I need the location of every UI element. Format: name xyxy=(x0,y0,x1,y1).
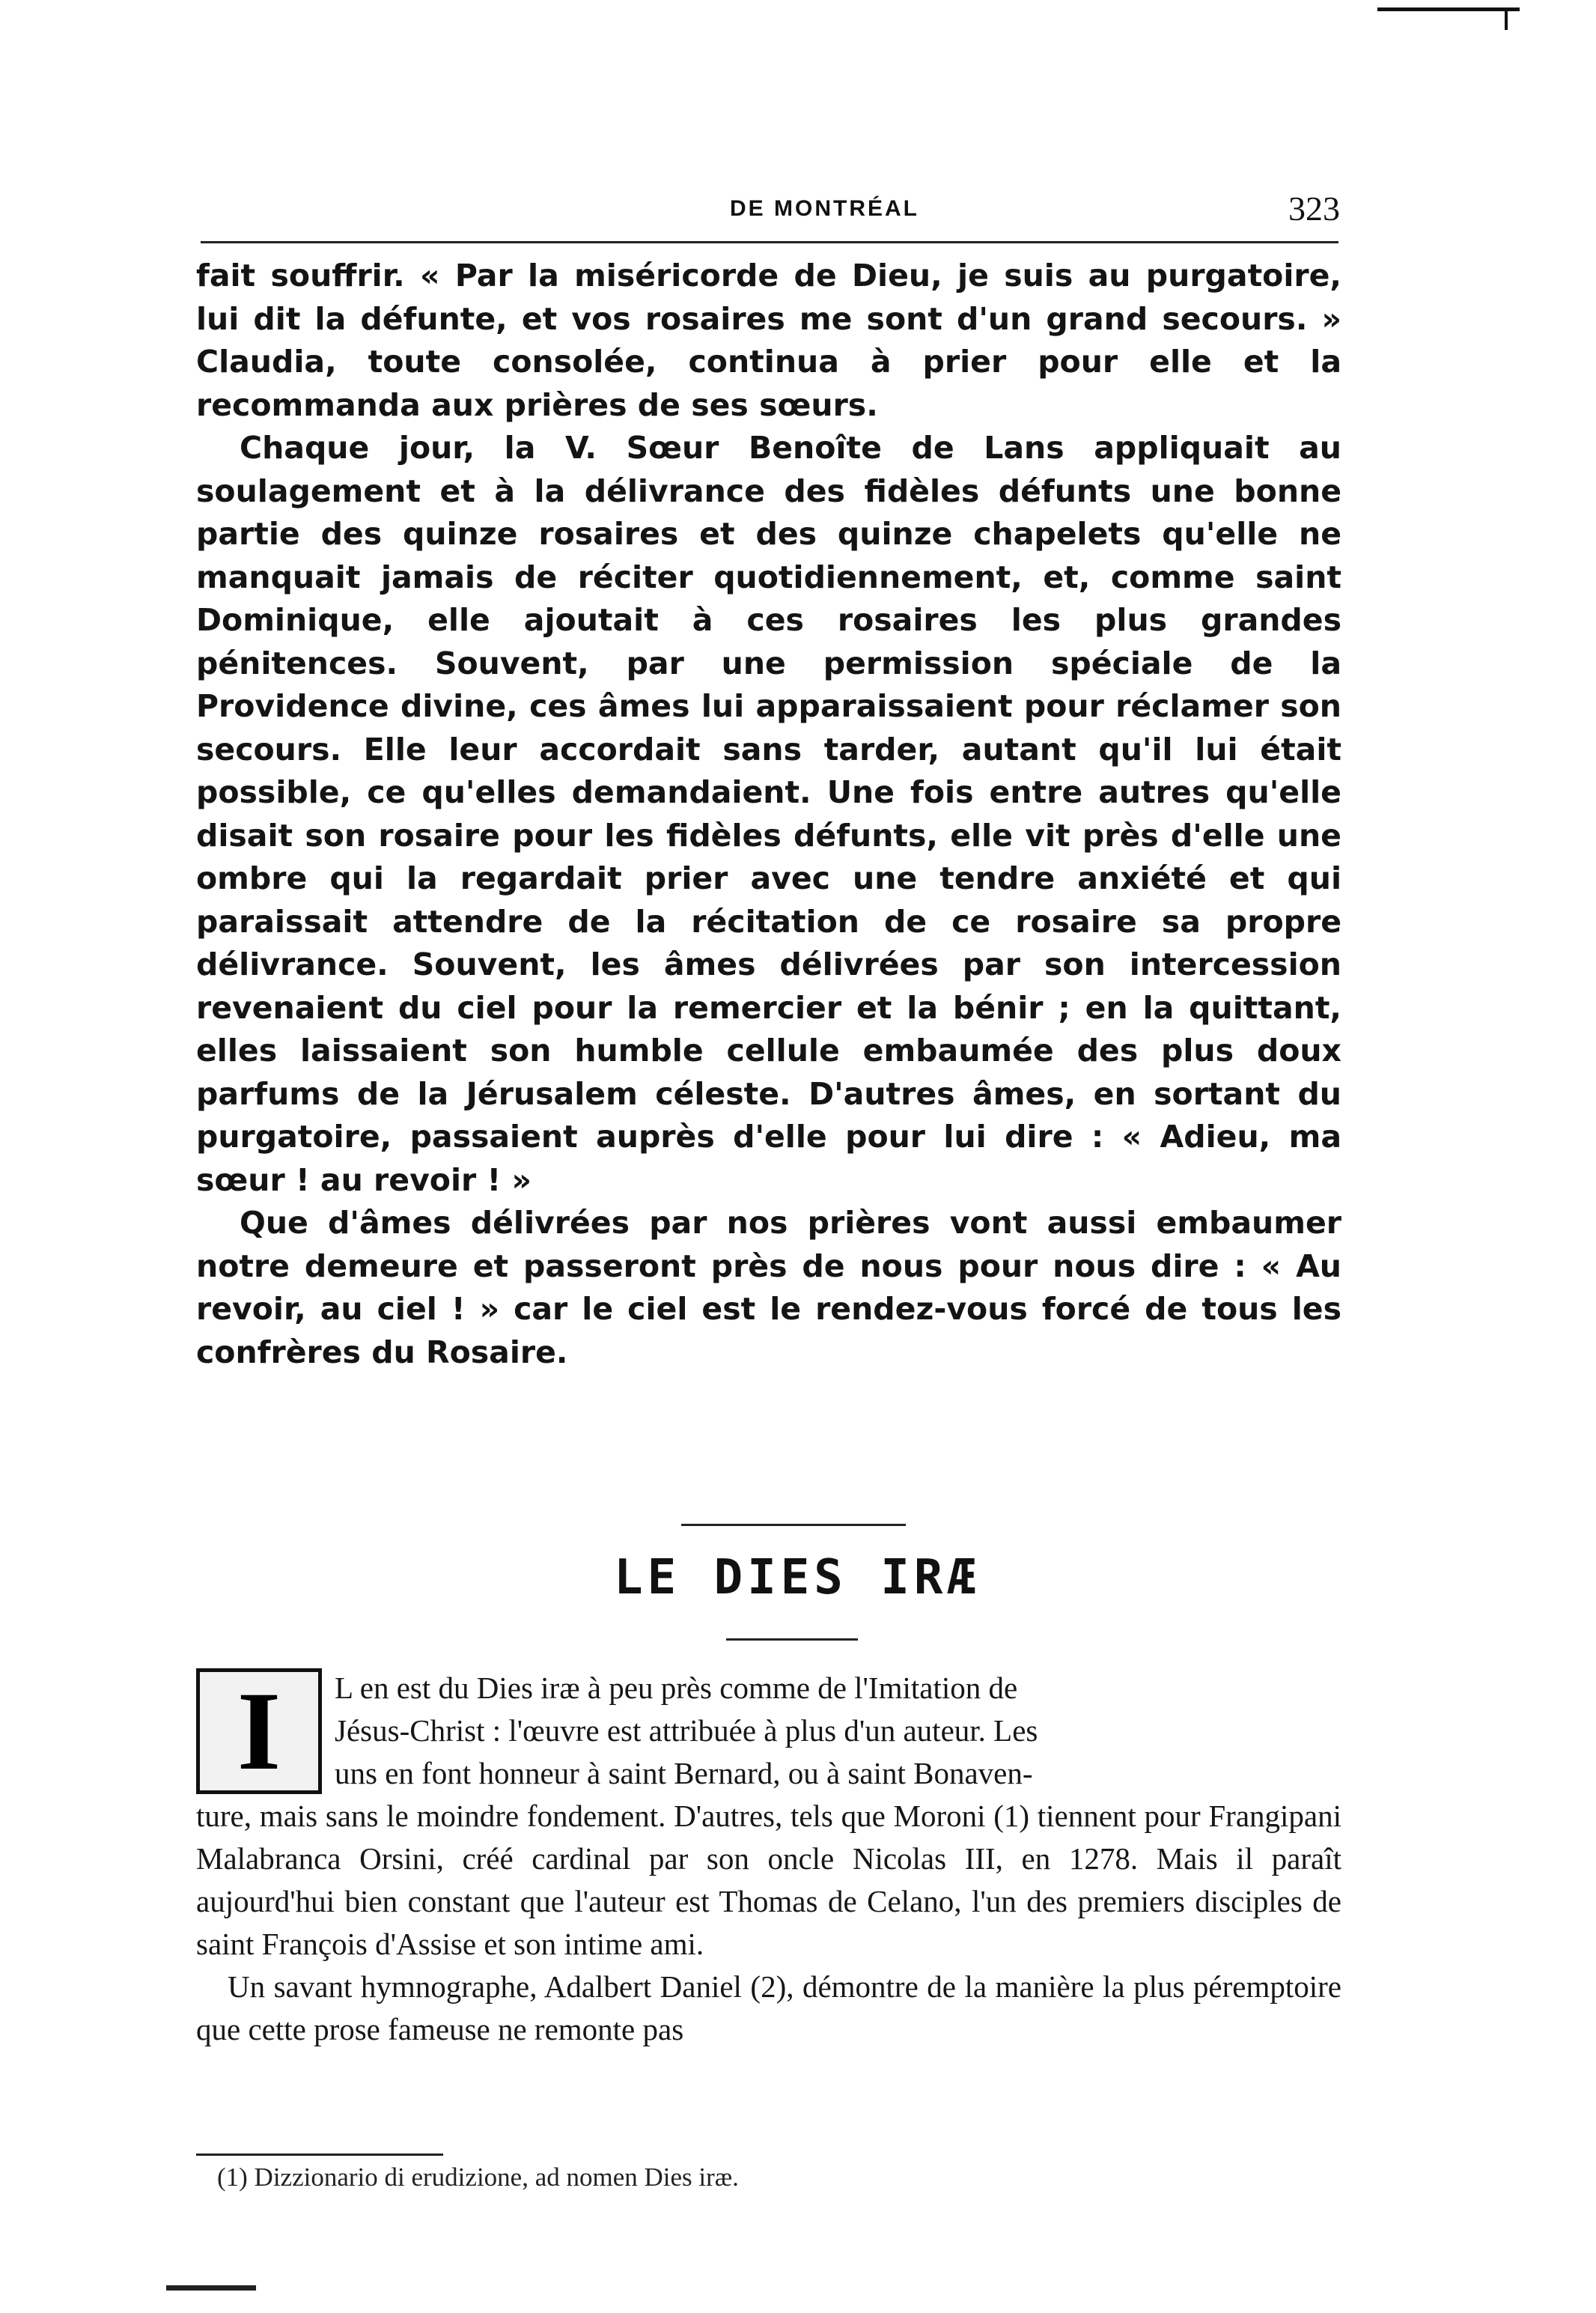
section-text xyxy=(196,1667,1341,2051)
dropcap-line: uns en font honneur à saint Bernard, ou à saint Bonaven- xyxy=(335,1756,1033,1790)
header-rule xyxy=(201,241,1338,243)
page-number: 323 xyxy=(1288,189,1340,228)
section-title-rule xyxy=(726,1638,858,1641)
section-title: LE DIES IRÆ xyxy=(614,1550,981,1605)
footnote-rule xyxy=(196,2154,443,2156)
main-text xyxy=(196,255,1341,1374)
paragraph: Un savant hymnographe, Adalbert Daniel (2), démontre de la manière la plus péremptoire que cette prose fameuse ne remonte pas xyxy=(196,1969,1341,2046)
top-edge-tick xyxy=(1505,7,1508,30)
footnote: (1) Dizzionario di erudizione, ad nomen Dies iræ. xyxy=(217,2162,739,2192)
running-head-title: DE MONTRÉAL xyxy=(730,196,919,221)
paragraph: Chaque jour, la V. Sœur Benoîte de Lans appliquait au soulagement et à la délivrance des fidèles défunts une bonne partie des quinze rosaires et des quinze chapelets qu'elle ne manquait jamais de réciter quotidiennement, et, comme saint Dominique, elle ajoutait à ces rosaires les plus grandes pénitences. Souvent, par une permission spéciale de la Providence divine, ces âmes lui apparaissaient pour réclamer son secours. Elle leur accordait sans tarder, autant qu'il lui était possible, ce qu'elles demandaient. Une fois entre autres qu'elle disait son rosaire pour les fidèles défunts, elle vit près d'elle une ombre qui la regardait prier avec une tendre anxiété et qui paraissait attendre de la récitation de ce rosaire sa propre délivrance. Souvent, les âmes délivrées par son intercession revenaient du ciel pour la remercier et la bénir ; en la quittant, elles laissaient son humble cellule embaumée des plus doux parfums de la Jérusalem céleste. D'autres âmes, en sortant du purgatoire, passaient auprès d'elle pour lui dire : « Adieu, ma sœur ! au revoir ! » xyxy=(196,430,1341,1198)
dropcap-line: L en est du Dies iræ à peu près comme de l'Imitation de xyxy=(335,1671,1018,1705)
bottom-edge-mark xyxy=(166,2285,256,2291)
paragraph: ture, mais sans le moindre fondement. D'autres, tels que Moroni (1) tiennent pour Frangipani Malabranca Orsini, créé cardinal par son oncle Nicolas III, en 1278. Mais il paraît aujourd'hui bien constant que l'auteur est Thomas de Celano, l'un des premiers disciples de saint François d'Assise et son intime ami. xyxy=(196,1799,1341,1961)
paragraph: fait souffrir. « Par la miséricorde de Dieu, je suis au purgatoire, lui dit la défunte, et vos rosaires me sont d'un grand secours. » Claudia, toute consolée, continua à prier pour elle et la recommanda aux prières de ses sœurs. xyxy=(196,258,1341,423)
ornamental-drop-cap: I xyxy=(196,1668,322,1794)
top-edge-mark xyxy=(1377,7,1520,11)
paragraph: Que d'âmes délivrées par nos prières vont aussi embaumer notre demeure et passeront près de nous pour nous dire : « Au revoir, au ciel ! » car le ciel est le rendez-vous forcé de tous les confrères du Rosaire. xyxy=(196,1205,1341,1370)
section-divider xyxy=(681,1524,906,1526)
running-head xyxy=(198,189,1340,234)
dropcap-line: Jésus-Christ : l'œuvre est attribuée à plus d'un auteur. Les xyxy=(335,1713,1038,1748)
